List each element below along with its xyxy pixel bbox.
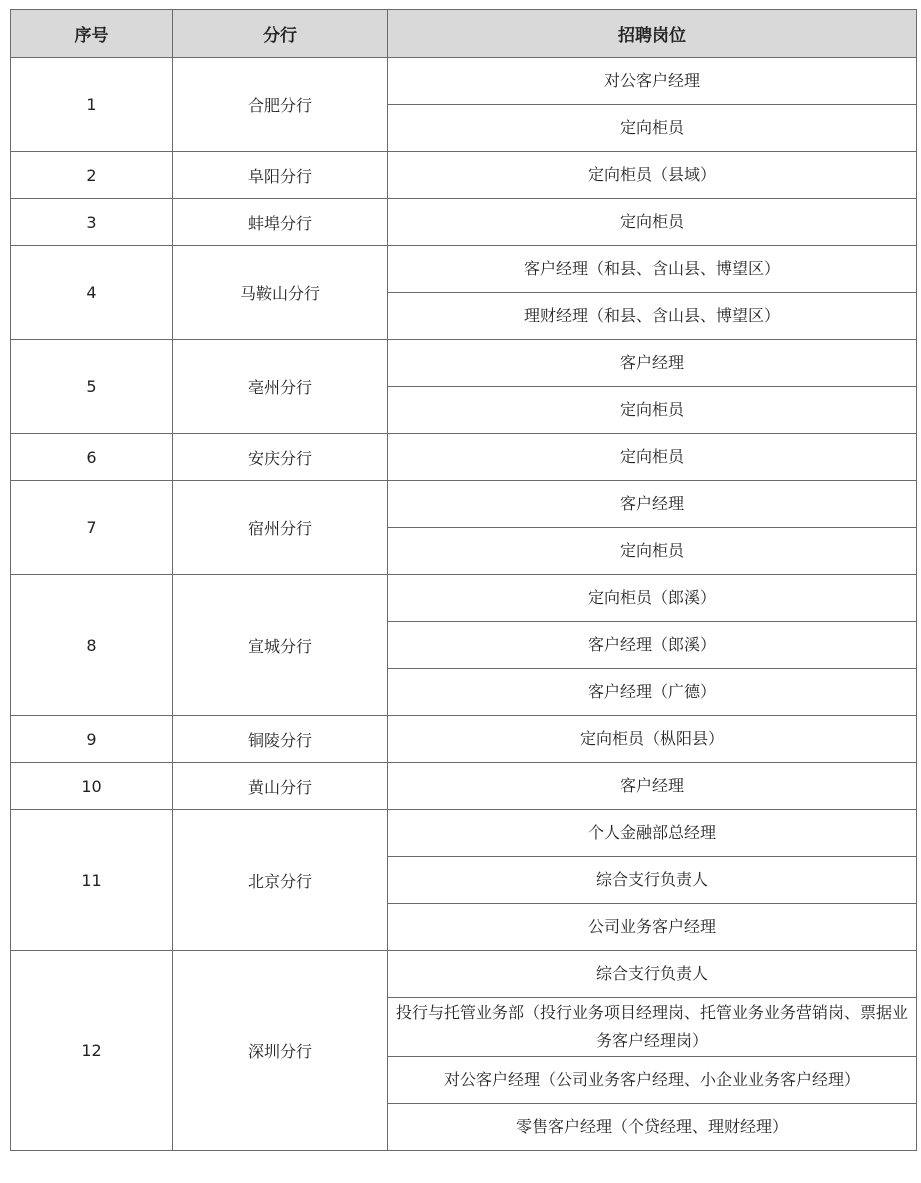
table-row: [11, 434, 917, 481]
branch-cell: 蚌埠分行: [173, 199, 388, 246]
position-cell: 综合支行负责人: [388, 951, 917, 998]
branch-cell: 亳州分行: [173, 340, 388, 434]
table-row: [11, 340, 917, 387]
table-body: [11, 58, 917, 1151]
position-cell: 客户经理: [388, 763, 917, 810]
position-cell: 投行与托管业务部（投行业务项目经理岗、托管业务业务营销岗、票据业务客户经理岗）: [388, 998, 917, 1057]
table-row: [11, 246, 917, 293]
table-row: [11, 810, 917, 857]
position-cell: 定向柜员: [388, 434, 917, 481]
table-row: [11, 763, 917, 810]
row-index-cell: 1: [11, 58, 173, 152]
recruitment-table: [10, 9, 917, 1151]
table-row: [11, 951, 917, 998]
branch-cell: 黄山分行: [173, 763, 388, 810]
branch-cell: 铜陵分行: [173, 716, 388, 763]
header-branch: 分行: [173, 10, 388, 58]
table-header: [11, 10, 917, 58]
position-cell: 个人金融部总经理: [388, 810, 917, 857]
header-position: 招聘岗位: [388, 10, 917, 58]
row-index-cell: 8: [11, 575, 173, 716]
branch-cell: 深圳分行: [173, 951, 388, 1151]
position-cell: 公司业务客户经理: [388, 904, 917, 951]
table-row: [11, 575, 917, 622]
position-cell: 定向柜员: [388, 387, 917, 434]
position-cell: 定向柜员: [388, 528, 917, 575]
branch-cell: 宿州分行: [173, 481, 388, 575]
branch-cell: 北京分行: [173, 810, 388, 951]
position-cell: 定向柜员（县域）: [388, 152, 917, 199]
position-cell: 综合支行负责人: [388, 857, 917, 904]
position-cell: 定向柜员: [388, 105, 917, 152]
row-index-cell: 10: [11, 763, 173, 810]
header-index: 序号: [11, 10, 173, 58]
row-index-cell: 4: [11, 246, 173, 340]
position-cell: 理财经理（和县、含山县、博望区）: [388, 293, 917, 340]
position-cell: 零售客户经理（个贷经理、理财经理）: [388, 1104, 917, 1151]
row-index-cell: 5: [11, 340, 173, 434]
position-cell: 定向柜员（郎溪）: [388, 575, 917, 622]
branch-cell: 合肥分行: [173, 58, 388, 152]
position-cell: 客户经理（郎溪）: [388, 622, 917, 669]
table-row: [11, 152, 917, 199]
position-cell: 客户经理（广德）: [388, 669, 917, 716]
table-row: [11, 199, 917, 246]
position-cell: 客户经理: [388, 481, 917, 528]
branch-cell: 马鞍山分行: [173, 246, 388, 340]
row-index-cell: 7: [11, 481, 173, 575]
branch-cell: 安庆分行: [173, 434, 388, 481]
branch-cell: 阜阳分行: [173, 152, 388, 199]
branch-cell: 宣城分行: [173, 575, 388, 716]
table-row: [11, 481, 917, 528]
position-cell: 定向柜员: [388, 199, 917, 246]
position-cell: 对公客户经理: [388, 58, 917, 105]
row-index-cell: 9: [11, 716, 173, 763]
row-index-cell: 3: [11, 199, 173, 246]
position-cell: 定向柜员（枞阳县）: [388, 716, 917, 763]
row-index-cell: 12: [11, 951, 173, 1151]
row-index-cell: 2: [11, 152, 173, 199]
position-cell: 对公客户经理（公司业务客户经理、小企业业务客户经理）: [388, 1057, 917, 1104]
table-row: [11, 716, 917, 763]
position-cell: 客户经理: [388, 340, 917, 387]
row-index-cell: 11: [11, 810, 173, 951]
row-index-cell: 6: [11, 434, 173, 481]
header-row: [11, 10, 917, 58]
position-cell: 客户经理（和县、含山县、博望区）: [388, 246, 917, 293]
table-row: [11, 58, 917, 105]
